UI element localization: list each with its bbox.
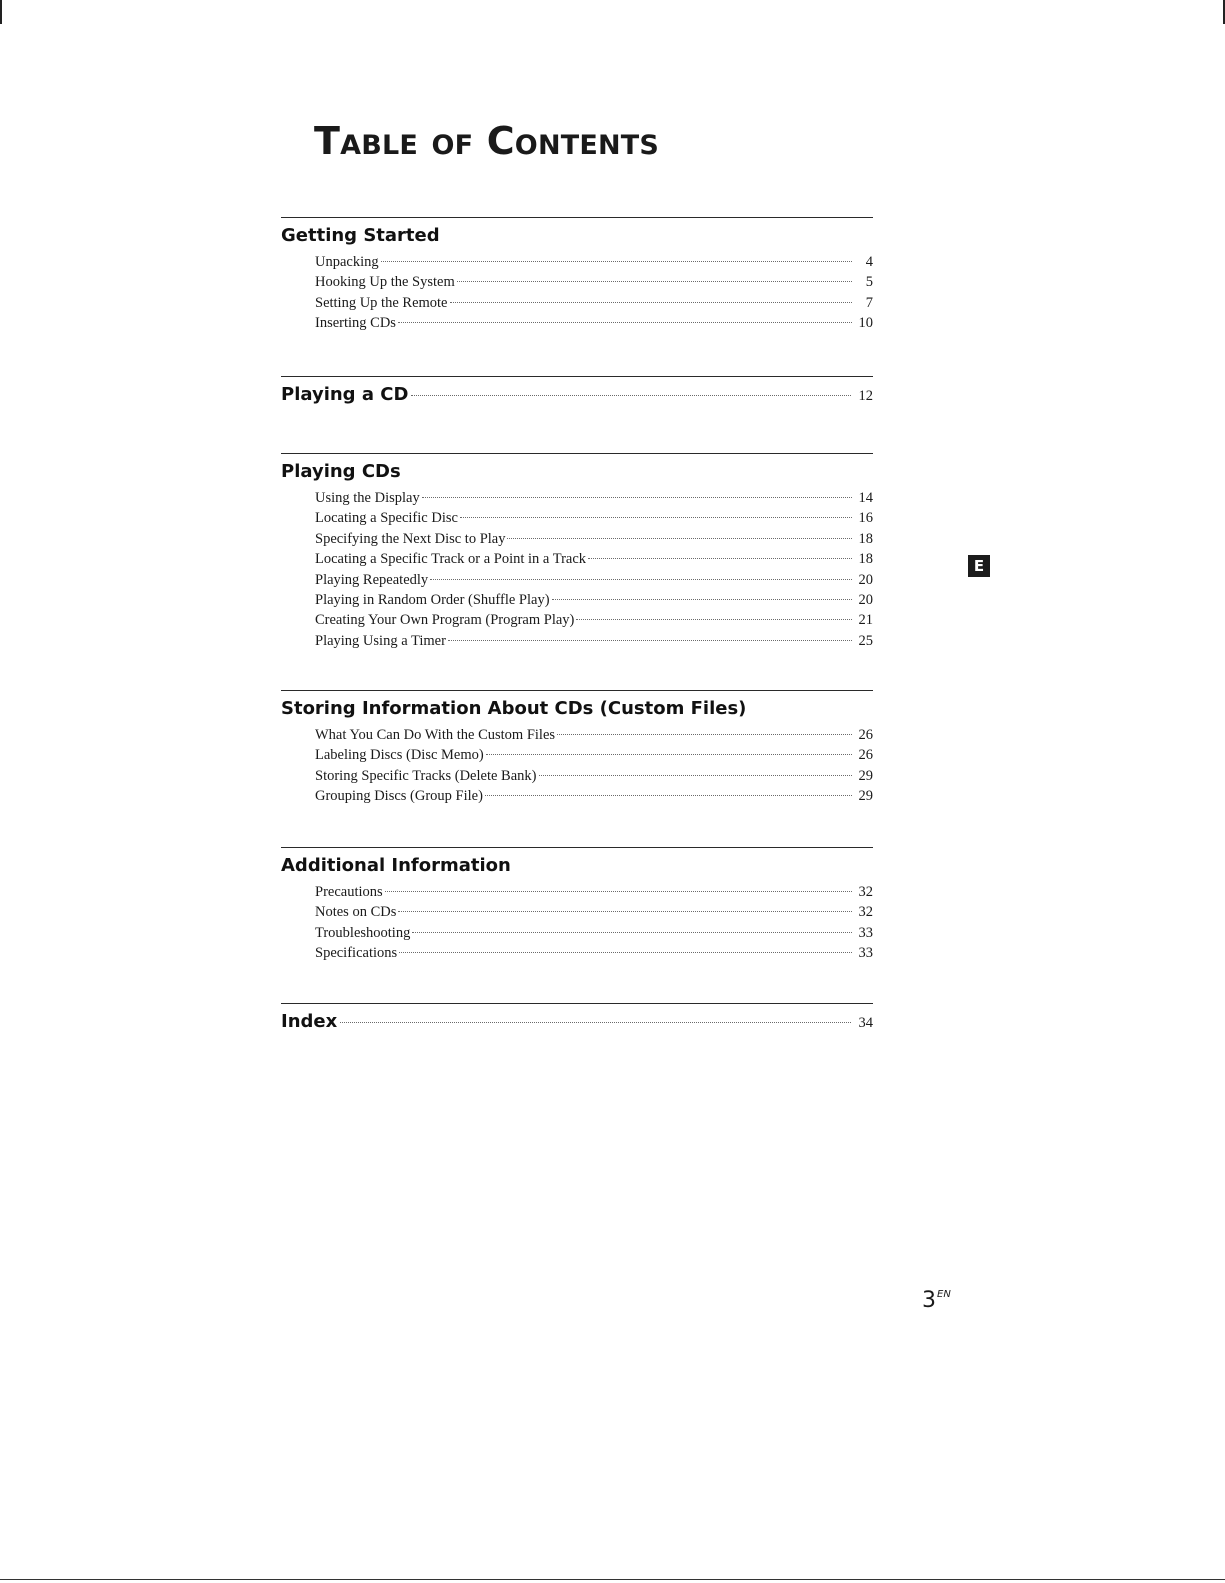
entry-page: 4 <box>865 254 873 270</box>
entry-page: 29 <box>858 788 873 805</box>
entry-page: 20 <box>858 591 873 608</box>
toc-entry[interactable] <box>315 923 873 943</box>
dot-leader <box>381 261 852 262</box>
entry-page: 34 <box>858 1015 873 1031</box>
toc-entry[interactable] <box>315 488 873 508</box>
entry-page: 33 <box>858 945 873 962</box>
section-title: Getting Started <box>281 225 440 246</box>
entry-page: 32 <box>858 884 873 900</box>
dot-leader <box>485 795 852 796</box>
entry-label: Specifying the Next Disc to Play <box>315 530 506 547</box>
entry-label: What You Can Do With the Custom Files <box>315 727 556 743</box>
scan-edge-left <box>0 0 2 24</box>
toc-entry[interactable] <box>315 631 873 651</box>
section-rule <box>281 847 873 848</box>
entry-label: Precautions <box>315 884 383 900</box>
entry-label: Playing Repeatedly <box>315 571 429 588</box>
entry-page: 12 <box>858 388 873 404</box>
entry-label: Hooking Up the System <box>315 274 455 291</box>
dot-leader <box>450 302 853 303</box>
entry-label: Using the Display <box>315 490 420 506</box>
page-number <box>922 1290 951 1312</box>
dot-leader <box>411 395 851 396</box>
toc-entry[interactable] <box>315 272 873 292</box>
entry-page: 10 <box>858 315 873 332</box>
dot-leader <box>507 538 852 539</box>
entry-label: Locating a Specific Track or a Point in a Track <box>315 551 587 568</box>
toc-entry[interactable] <box>315 610 873 630</box>
language-tab: E <box>968 555 990 577</box>
section-rule <box>281 376 873 377</box>
toc-entry[interactable] <box>315 293 873 313</box>
toc-section-custom-files <box>281 690 873 807</box>
entry-label: Unpacking <box>315 254 379 270</box>
dot-leader <box>385 891 852 892</box>
dot-leader <box>457 281 852 282</box>
dot-leader <box>557 734 852 735</box>
section-title: Additional Information <box>281 855 511 876</box>
toc-entry[interactable] <box>315 549 873 569</box>
entry-label: Playing Using a Timer <box>315 632 446 649</box>
scan-edge-bottom <box>0 1579 1225 1580</box>
dot-leader <box>399 952 852 953</box>
entry-list <box>315 725 873 807</box>
toc-section-index <box>281 1003 873 1034</box>
entry-page: 20 <box>858 571 873 588</box>
section-rule <box>281 453 873 454</box>
entry-label: Specifications <box>315 945 398 962</box>
dot-leader <box>448 640 852 641</box>
entry-list <box>315 252 873 334</box>
dot-leader <box>588 558 852 559</box>
section-title: Index <box>281 1011 338 1032</box>
page-number-suffix: EN <box>937 1289 951 1300</box>
dot-leader <box>486 754 852 755</box>
section-rule <box>281 217 873 218</box>
entry-label: Locating a Specific Disc <box>315 510 458 527</box>
entry-label: Setting Up the Remote <box>315 294 448 311</box>
entry-label: Inserting CDs <box>315 315 396 332</box>
section-title: Playing a CD <box>281 384 409 405</box>
section-rule <box>281 1003 873 1004</box>
entry-label: Creating Your Own Program (Program Play) <box>315 612 575 629</box>
entry-label: Storing Specific Tracks (Delete Bank) <box>315 767 537 784</box>
toc-entry[interactable] <box>315 882 873 902</box>
section-title: Storing Information About CDs (Custom Files) <box>281 698 747 719</box>
toc-entry[interactable] <box>315 766 873 786</box>
entry-page: 29 <box>858 767 873 784</box>
toc-section-additional-information <box>281 847 873 964</box>
entry-page: 26 <box>858 727 873 743</box>
entry-label: Playing in Random Order (Shuffle Play) <box>315 591 550 608</box>
dot-leader <box>412 932 852 933</box>
toc-entry[interactable] <box>315 313 873 333</box>
entry-page: 7 <box>865 294 873 311</box>
dot-leader <box>340 1022 851 1023</box>
entry-label: Troubleshooting <box>315 924 411 941</box>
toc-entry[interactable] <box>315 786 873 806</box>
entry-label: Labeling Discs (Disc Memo) <box>315 747 484 764</box>
toc-entry[interactable] <box>281 384 873 407</box>
entry-page: 25 <box>858 632 873 649</box>
entry-page: 21 <box>858 612 873 629</box>
toc-entry[interactable] <box>315 943 873 963</box>
dot-leader <box>398 322 852 323</box>
entry-list <box>315 882 873 964</box>
dot-leader <box>422 497 852 498</box>
toc-section-playing-a-cd <box>281 376 873 407</box>
page-title: Table of Contents <box>314 119 660 163</box>
entry-page: 18 <box>858 530 873 547</box>
toc-entry[interactable] <box>315 570 873 590</box>
toc-entry[interactable] <box>281 1011 873 1034</box>
toc-section-playing-cds <box>281 453 873 651</box>
toc-entry[interactable] <box>315 252 873 272</box>
toc-entry[interactable] <box>315 725 873 745</box>
entry-page: 14 <box>858 490 873 506</box>
toc-entry[interactable] <box>315 902 873 922</box>
dot-leader <box>539 775 853 776</box>
section-rule <box>281 690 873 691</box>
dot-leader <box>460 517 852 518</box>
entry-label: Grouping Discs (Group File) <box>315 788 483 805</box>
entry-label: Notes on CDs <box>315 904 397 921</box>
entry-page: 33 <box>858 924 873 941</box>
entry-page: 26 <box>858 747 873 764</box>
toc-entry[interactable] <box>315 529 873 549</box>
entry-page: 18 <box>858 551 873 568</box>
toc-entry[interactable] <box>315 745 873 765</box>
dot-leader <box>398 911 852 912</box>
toc-entry[interactable] <box>315 508 873 528</box>
dot-leader <box>430 579 852 580</box>
entry-page: 5 <box>865 274 873 291</box>
toc-section-getting-started <box>281 217 873 334</box>
dot-leader <box>552 599 852 600</box>
dot-leader <box>576 619 852 620</box>
toc-entry[interactable] <box>315 590 873 610</box>
entry-page: 16 <box>858 510 873 527</box>
entry-page: 32 <box>858 904 873 921</box>
section-title: Playing CDs <box>281 461 401 482</box>
page-number-value: 3 <box>922 1288 936 1313</box>
entry-list <box>315 488 873 651</box>
